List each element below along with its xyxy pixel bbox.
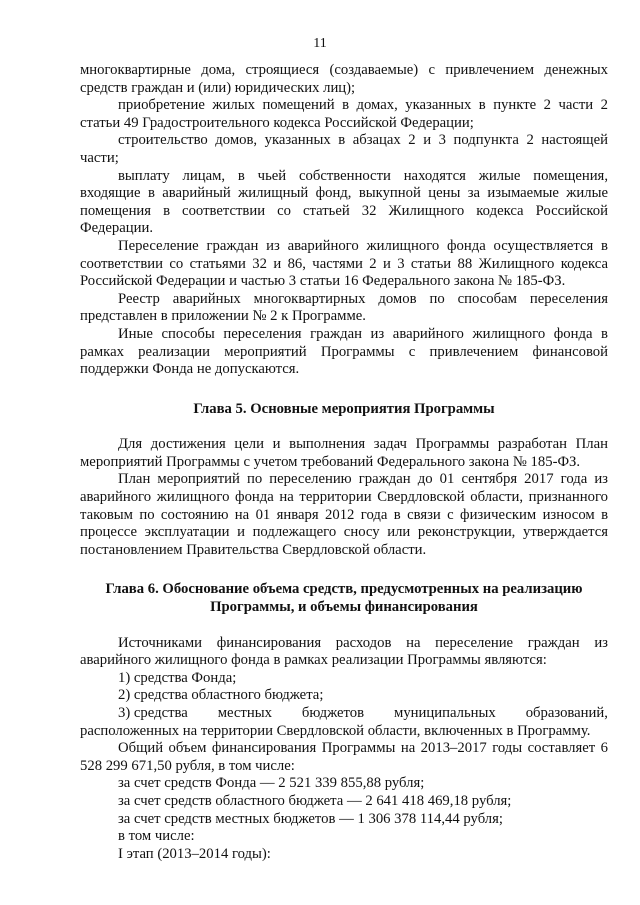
paragraph: Для достижения цели и выполнения задач Программы разработан План мероприятий Программы с учетом требований Федерального закона № 185-ФЗ. <box>80 436 608 470</box>
including-label: в том числе: <box>118 828 195 845</box>
item3-word: 3) средства <box>118 705 188 721</box>
regional-budget-amount: за счет средств областного бюджета — 2 641 418 469,18 рубля; <box>118 792 512 809</box>
chapter-6-heading <box>80 581 608 616</box>
page-content <box>80 62 608 863</box>
page-number: 11 <box>313 36 327 51</box>
item3-word: местных <box>217 705 272 721</box>
paragraph: многоквартирные дома, строящиеся (создаваемые) с привлечением денежных средств граждан и (или) юридических лиц); <box>80 62 608 96</box>
stage-1-label: I этап (2013–2014 годы): <box>118 845 271 862</box>
funding-sources-intro: Источниками финансирования расходов на переселение граждан из аварийного жилищного фонда в рамках реализации Программы являются: <box>80 634 608 669</box>
fund-amount: за счет средств Фонда — 2 521 339 855,88 рубля; <box>118 775 425 792</box>
paragraph: приобретение жилых помещений в домах, указанных в пункте 2 части 2 статьи 49 Градостроительного кодекса Российской Федерации; <box>80 97 608 131</box>
chapter-6-heading-line-2: Программы, и объемы финансирования <box>210 599 478 616</box>
paragraph: План мероприятий по переселению граждан до 01 сентября 2017 года из аварийного жилищного фонда на территории Свердловской области, признанного таковым по состоянию на 01 января 2012 года в связи с физическим износом в процессе эксплуатации и подлежащего сносу или реконструкции, утверждается постановлением Правительства Свердловской области. <box>80 471 608 558</box>
chapter-6-heading-line-1: Глава 6. Обоснование объема средств, предусмотренных на реализацию <box>105 581 583 598</box>
paragraph: Реестр аварийных многоквартирных домов по способам переселения представлен в приложении № 2 к Программе. <box>80 290 608 325</box>
paragraph: выплату лицам, в чьей собственности находятся жилые помещения, входящие в аварийный жилищный фонд, выкупной цены за изымаемые жилые помещения в соответствии со статьей 32 Жилищного кодекса Российской Федерации. <box>80 167 608 237</box>
funding-source-item-3-line-2: расположенных на территории Свердловской области, включенных в Программу. <box>80 722 591 739</box>
item3-word: образований, <box>525 705 608 721</box>
item3-word: бюджетов <box>301 705 365 721</box>
funding-source-item-2: 2) средства областного бюджета; <box>118 687 324 704</box>
funding-source-item-1: 1) средства Фонда; <box>118 669 237 686</box>
local-budget-amount: за счет средств местных бюджетов — 1 306 378 114,44 рубля; <box>118 810 503 827</box>
paragraph: Переселение граждан из аварийного жилищного фонда осуществляется в соответствии со статьями 32 и 86, частями 2 и 3 статьи 88 Жилищного кодекса Российской Федерации и частью 3 статьи 16 Федерального закона № 185-ФЗ. <box>80 237 608 290</box>
paragraph: Иные способы переселения граждан из аварийного жилищного фонда в рамках реализации мероприятий Программы с привлечением финансовой поддержки Фонда не допускаются. <box>80 325 608 378</box>
paragraph: строительство домов, указанных в абзацах 2 и 3 подпункта 2 настоящей части; <box>80 132 608 166</box>
total-financing: Общий объем финансирования Программы на 2013–2017 годы составляет 6 528 299 671,50 рубля, в том числе: <box>80 740 608 774</box>
item3-word: муниципальных <box>394 705 496 721</box>
chapter-5-heading: Глава 5. Основные мероприятия Программы <box>193 400 495 417</box>
funding-source-item-3-line-1 <box>80 705 608 723</box>
